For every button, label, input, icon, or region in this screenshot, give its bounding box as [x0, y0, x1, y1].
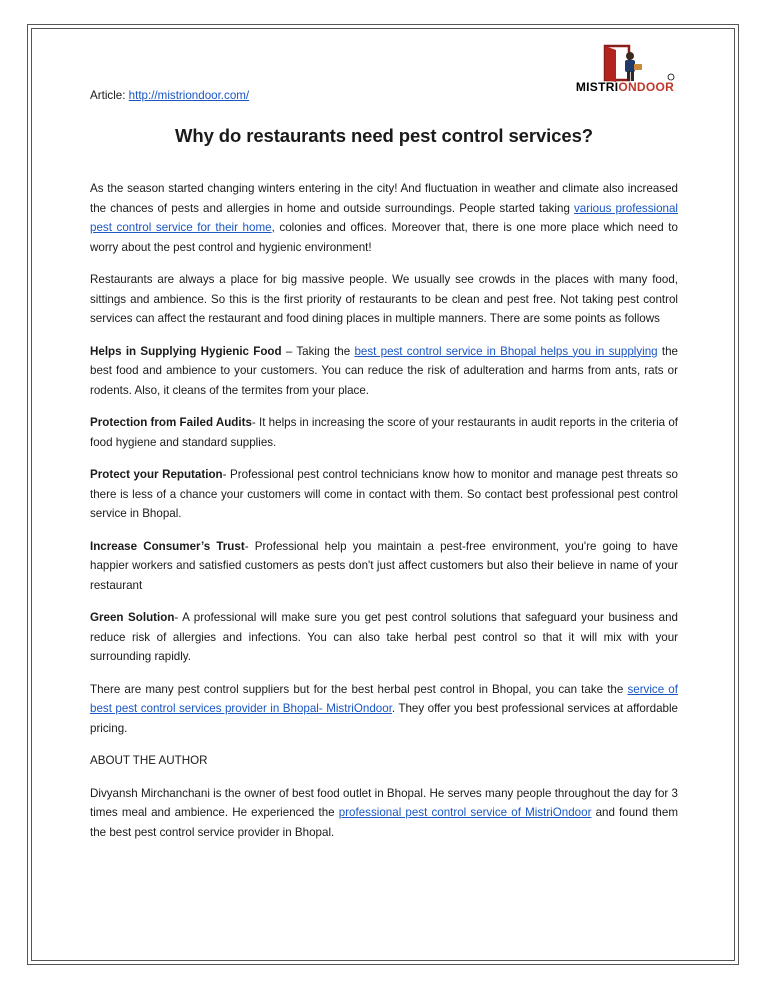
- logo-door-figure-icon: [572, 44, 682, 84]
- logo-text-ondoor: ONDOOR: [618, 80, 675, 94]
- paragraph-text: , colonies and offices. Moreover that, there is one more place which need to worry about the pest control and hygienic environment!: [90, 221, 678, 254]
- document-body: [90, 86, 678, 855]
- paragraph-restaurants: Restaurants are always a place for big massive people. We usually see crowds in the places with many food, sittings and ambience. So this is the first priority of restaurants to be clean and pest free. Not taking pest control services can affect the restaurant and food dining places in multiple manners. There are some points as follows: [90, 273, 678, 325]
- paragraph-reputation: [90, 465, 678, 524]
- paragraph-hygienic-food: [90, 342, 678, 401]
- about-author-heading: ABOUT THE AUTHOR: [90, 754, 208, 767]
- paragraph-suppliers: [90, 680, 678, 739]
- paragraph-text: - It helps in increasing the score of your restaurants in audit reports in the criteria of food hygiene and standard supplies.: [90, 416, 678, 449]
- link-professional-pest-control-home[interactable]: various professional pest control service for their home: [90, 201, 678, 234]
- paragraph-intro: [90, 179, 678, 257]
- paragraph-text: and found them the best pest control service provider in Bhopal.: [90, 806, 678, 839]
- paragraph-text: the best food and ambience to your customers. You can reduce the risk of adulteration and harms from ants, rats or rodents. Also, it cleans of the termites from your place.: [90, 344, 678, 397]
- point-heading: Protect your Reputation: [90, 468, 223, 481]
- link-professional-service-mistriondoor[interactable]: professional pest control service of MistriOndoor: [338, 806, 592, 819]
- paragraph-consumer-trust: [90, 537, 678, 596]
- point-heading: Helps in Supplying Hygienic Food: [90, 344, 282, 358]
- article-label: Article:: [90, 89, 129, 102]
- paragraph-text: - Professional help you maintain a pest-free environment, you're going to have happier workers and satisfied customers as pests don't just affect customers but also their believe in name of your restaurant: [90, 539, 678, 592]
- point-heading: Protection from Failed Audits: [90, 416, 252, 429]
- paragraph-text: - A professional will make sure you get pest control solutions that safeguard your business and reduce risk of allergies and infections. You can also take herbal pest control so that it will mix with your surrounding rapidly.: [90, 611, 678, 663]
- logo-text-mistri: MISTRI: [575, 80, 619, 94]
- paragraph-text: . They offer you best professional services at affordable pricing.: [90, 702, 678, 735]
- point-heading: Increase Consumer’s Trust: [90, 539, 245, 553]
- paragraph-green-solution: [90, 608, 678, 667]
- paragraph-text: There are many pest control suppliers but for the best herbal pest control in Bhopal, you can take the: [90, 682, 628, 696]
- paragraph-text: - Professional pest control technicians know how to monitor and manage pest threats so there is less of a chance your customers will come in contact with them. So contact best professional pest control service in Bhopal.: [90, 468, 678, 520]
- article-source-line: [90, 86, 678, 106]
- paragraph-text: – Taking the: [281, 344, 355, 358]
- paragraph-text: Divyansh Mirchanchani is the owner of best food outlet in Bhopal. He serves many people throughout the day for 3 times meal and ambience. He experienced the: [90, 786, 678, 819]
- link-best-pest-control-bhopal[interactable]: best pest control service in Bhopal helps you in supplying: [354, 344, 658, 358]
- point-heading: Green Solution: [90, 611, 175, 624]
- article-url-link[interactable]: http://mistriondoor.com/: [128, 89, 250, 102]
- link-mistriondoor-service[interactable]: service of best pest control services provider in Bhopal- MistriOndoor: [90, 682, 678, 715]
- document-title: Why do restaurants need pest control services?: [175, 125, 593, 146]
- paragraph-failed-audits: [90, 413, 678, 452]
- paragraph-author: [90, 784, 678, 843]
- paragraph-text: As the season started changing winters entering in the city! And fluctuation in weather and climate also increased the chances of pests and allergies in home and outside surroundings. People started taking: [90, 182, 678, 215]
